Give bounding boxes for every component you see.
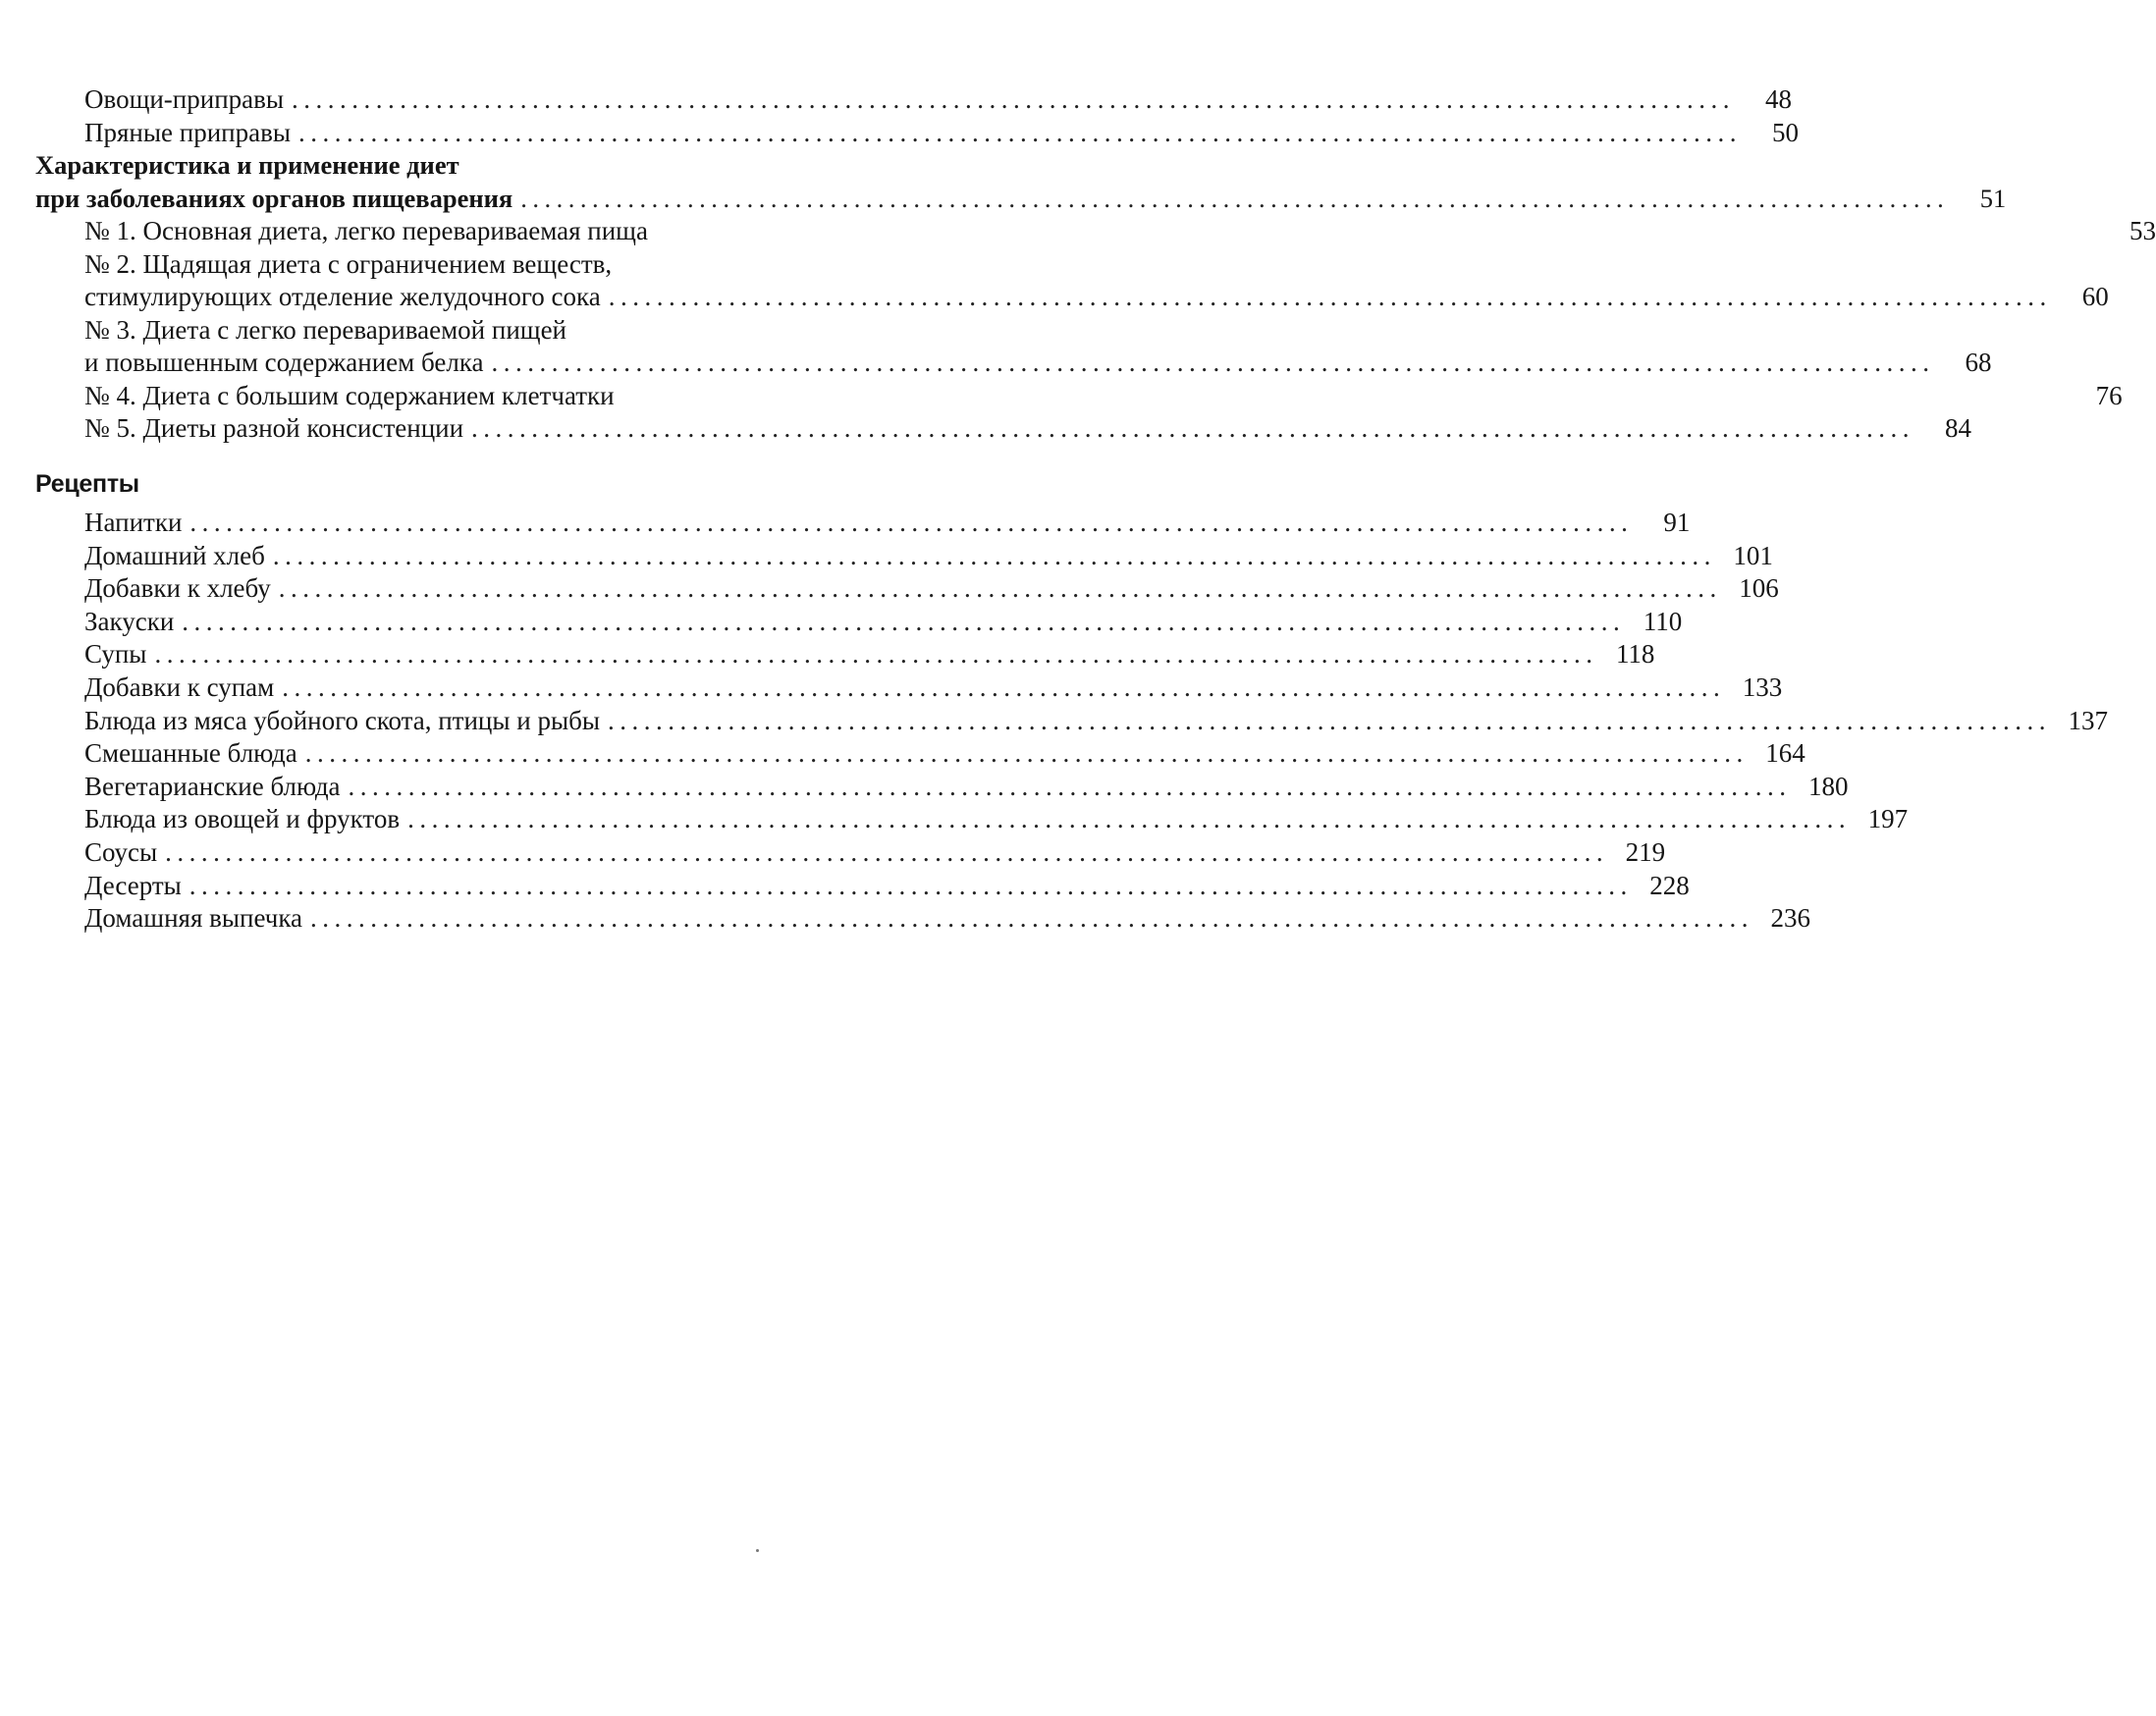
diets-heading-text: Характеристика и применение диет [35,150,459,180]
diets-heading-line2[interactable] [35,183,2007,216]
recipe-entry-page: 236 [1770,903,1811,934]
dot-leader: ........................................................................................................................ [189,870,1633,900]
recipe-entry-page: 101 [1733,540,1773,570]
dot-leader: ........................................................................................................................ [310,903,1754,934]
dot-leader: ........................................................................................................................ [607,705,2051,735]
dot-leader: ........................................................................................................................ [407,804,1852,834]
dot-leader: ........................................................................................................................ [608,282,2052,311]
recipe-entry-page: 106 [1739,573,1779,604]
toc-entry[interactable] [35,117,1799,150]
diet-entry-title-cont: и повышенным содержанием белка [84,348,484,377]
recipe-entry-title: Домашняя выпечка [84,903,303,934]
recipe-entry[interactable] [35,671,1783,705]
recipes-section-title[interactable]: Рецепты [35,470,139,498]
dot-leader: ........................................................................................................................ [182,606,1626,636]
recipe-entry-title: Добавки к хлебу [84,573,271,604]
recipe-entry-title: Блюда из мяса убойного скота, птицы и рыбы [84,705,600,735]
diet-entry-page: 53 [2129,216,2156,245]
recipe-entry-page: 118 [1615,639,1655,670]
recipe-entry-page: 91 [1663,508,1691,537]
recipe-entry[interactable] [35,705,2108,738]
recipe-entry-title: Супы [84,639,147,670]
diet-entry-page: 68 [1965,348,1992,377]
recipe-entry[interactable] [35,870,1690,903]
recipe-entry[interactable] [35,572,1779,606]
diet-entry-title: № 2. Щадящая диета с ограничением веществ, [84,248,613,279]
toc-entry-title: Овощи-приправы [84,84,285,114]
toc-entry[interactable] [35,83,1793,117]
recipe-entry[interactable] [35,803,1909,836]
recipe-entry-title: Вегетарианские блюда [84,771,341,801]
recipe-entry[interactable] [35,606,1683,639]
dot-leader: ........................................................................................................................ [189,508,1634,537]
diets-heading-line1[interactable] [35,149,791,183]
diet-entry-line[interactable] [35,248,791,282]
diet-entry-title: № 4. Диета с большим содержанием клетчатки [84,380,615,410]
diet-entry-page: 76 [2095,380,2123,410]
diets-heading-text: при заболеваниях органов пищеварения [35,183,513,213]
recipe-entry-page: 133 [1742,671,1783,702]
dot-leader: ........................................................................................................................ [491,348,1935,377]
diet-entry-title: № 5. Диеты разной консистенции [84,413,464,443]
recipe-entry-title: Десерты [84,870,182,900]
diet-entry[interactable] [35,281,2109,314]
diet-entry-page: 60 [2081,282,2109,311]
diet-entry[interactable] [35,347,1992,380]
recipe-entry[interactable] [35,507,1691,540]
recipe-entry-title: Закуски [84,606,175,636]
paper-speck [756,1549,759,1552]
dot-leader: ........................................................................................................................ [471,413,1915,443]
recipe-entry-title: Смешанные блюда [84,738,297,769]
dot-leader: ........................................................................................................................ [165,836,1609,867]
recipe-entry[interactable] [35,540,1773,573]
recipe-entry-page: 110 [1643,606,1683,636]
dot-leader: ........................................................................................................................ [154,639,1598,670]
dot-leader: ........................................................................................................................ [278,573,1722,604]
recipe-entry-title: Добавки к супам [84,671,275,702]
dot-leader: ........................................................................................................................ [297,117,1742,147]
diet-entry[interactable] [35,215,2156,248]
recipe-entry[interactable] [35,836,1666,870]
recipe-entry-page: 137 [2068,705,2108,735]
dot-leader: ........................................................................................................................ [282,671,1726,702]
diets-heading-page: 51 [1979,183,2007,213]
recipe-entry-page: 180 [1808,771,1849,801]
recipe-entry[interactable] [35,638,1655,671]
recipe-entry-title: Блюда из овощей и фруктов [84,804,401,834]
diet-entry-title-cont: стимулирующих отделение желудочного сока [84,282,601,311]
recipe-entry[interactable] [35,771,1849,804]
toc-recipes-block [35,461,2108,936]
recipe-entry[interactable] [35,737,1806,771]
dot-leader: ........................................................................................................................ [348,771,1792,801]
toc-upper-block [35,83,2156,446]
dot-leader: ........................................................................................................................ [292,84,1736,114]
toc-entry-page: 50 [1771,117,1799,147]
toc-entry-title: Пряные приправы [84,117,291,147]
diet-entry-title: № 1. Основная диета, легко перевариваемая пища [84,216,648,245]
recipe-entry-title: Напитки [84,508,183,537]
recipe-entry-title: Домашний хлеб [84,540,265,570]
recipe-list [35,507,2108,936]
diet-entry-title: № 3. Диета с легко перевариваемой пищей [84,314,566,345]
dot-leader: ........................................................................................................................ [304,738,1749,769]
recipe-entry-page: 197 [1867,804,1909,834]
diet-entry-page: 84 [1945,413,1972,443]
recipe-entry-page: 164 [1765,738,1806,769]
recipe-entry-title: Соусы [84,836,158,867]
diet-entry[interactable] [35,412,1972,446]
recipe-entry-page: 228 [1649,870,1690,900]
dot-leader: ........................................................................................................................ [520,183,1950,213]
dot-leader: ........................................................................................................................ [272,540,1716,570]
diet-entry-line[interactable] [35,314,791,348]
recipe-entry-page: 219 [1625,836,1666,867]
recipe-entry[interactable] [35,902,1811,936]
diet-entry[interactable] [35,380,2123,413]
toc-entry-page: 48 [1765,84,1793,114]
